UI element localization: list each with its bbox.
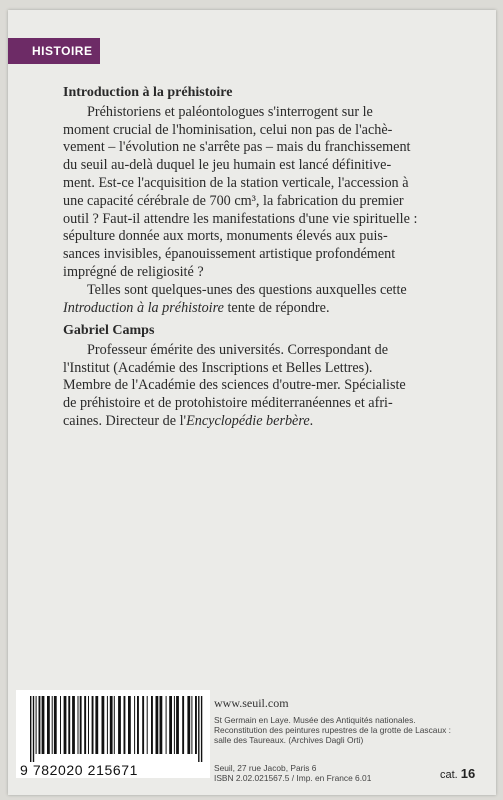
author-section — [63, 322, 465, 431]
barcode-digits: 9 782020 215671 — [20, 762, 138, 778]
isbn-line: ISBN 2.02.021567.5 / Imp. en France 6.01 — [214, 773, 372, 784]
text-line: sépulture donnée aux morts, monuments élevés aux puis- — [63, 228, 388, 245]
text-fragment: caines. Directeur de l' — [63, 412, 187, 429]
intro-section — [63, 84, 465, 317]
text-line — [63, 413, 465, 431]
credit-line: salle des Taureaux. (Archives Dagli Orti) — [214, 735, 364, 746]
author-bio — [63, 342, 465, 431]
category-code — [440, 766, 475, 781]
text-line: une capacité cérébrale de 700 cm³, la fabrication du premier — [63, 192, 404, 209]
text-line: de préhistoire et de protohistoire méditerranéennes et afri- — [63, 395, 393, 412]
text-line: Membre de l'Académie des sciences d'outre-mer. Spécialiste — [63, 377, 406, 394]
cover-credits — [214, 715, 503, 746]
text-line: ment. Est-ce l'acquisition de la station verticale, l'accession à — [63, 174, 409, 191]
text-line: Professeur émérite des universités. Correspondant de — [87, 341, 389, 358]
author-name: Gabriel Camps — [63, 323, 155, 338]
text-line: moment crucial de l'hominisation, celui non pas de l'achè- — [63, 121, 393, 138]
text-line: Préhistoriens et paléontologues s'interrogent sur le — [87, 103, 373, 120]
text-line: vement – l'évolution ne s'arrête pas – mais du franchissement — [63, 139, 411, 156]
credit-line: Reconstitution des peintures rupestres de la grotte de Lascaux : — [214, 725, 451, 736]
text-line: du seuil au-delà duquel le jeu humain est lancé définitive- — [63, 157, 392, 174]
publisher-info — [214, 763, 434, 783]
intro-paragraph-1 — [63, 104, 465, 282]
text-fragment: . — [309, 412, 314, 429]
category-label: cat. — [440, 769, 458, 781]
text-line: Telles sont quelques-unes des questions auxquelles cette — [87, 281, 407, 298]
text-line: outil ? Faut-il attendre les manifestations d'une vie spirituelle : — [63, 210, 418, 227]
text-line: imprégné de religiosité ? — [63, 263, 204, 280]
series-label: HISTOIRE — [8, 38, 100, 64]
intro-heading: Introduction à la préhistoire — [63, 85, 233, 100]
publisher-website: www.seuil.com — [214, 696, 289, 710]
text-line — [63, 300, 465, 318]
encyclopedia-title-italic: Encyclopédie berbère — [186, 412, 310, 429]
text-line: l'Institut (Académie des Inscriptions et Belles Lettres). — [63, 359, 373, 376]
book-title-italic: Introduction à la préhistoire — [63, 299, 224, 316]
text-fragment: tente de répondre. — [223, 299, 330, 316]
back-cover — [8, 10, 496, 795]
category-value: 16 — [460, 766, 476, 781]
text-line: sances invisibles, épanouissement artistique profondément — [63, 246, 396, 263]
credit-line: St Germain en Laye. Musée des Antiquités nationales. — [214, 715, 416, 725]
intro-paragraph-2 — [63, 282, 465, 318]
publisher-line: Seuil, 27 rue Jacob, Paris 6 — [214, 763, 317, 773]
